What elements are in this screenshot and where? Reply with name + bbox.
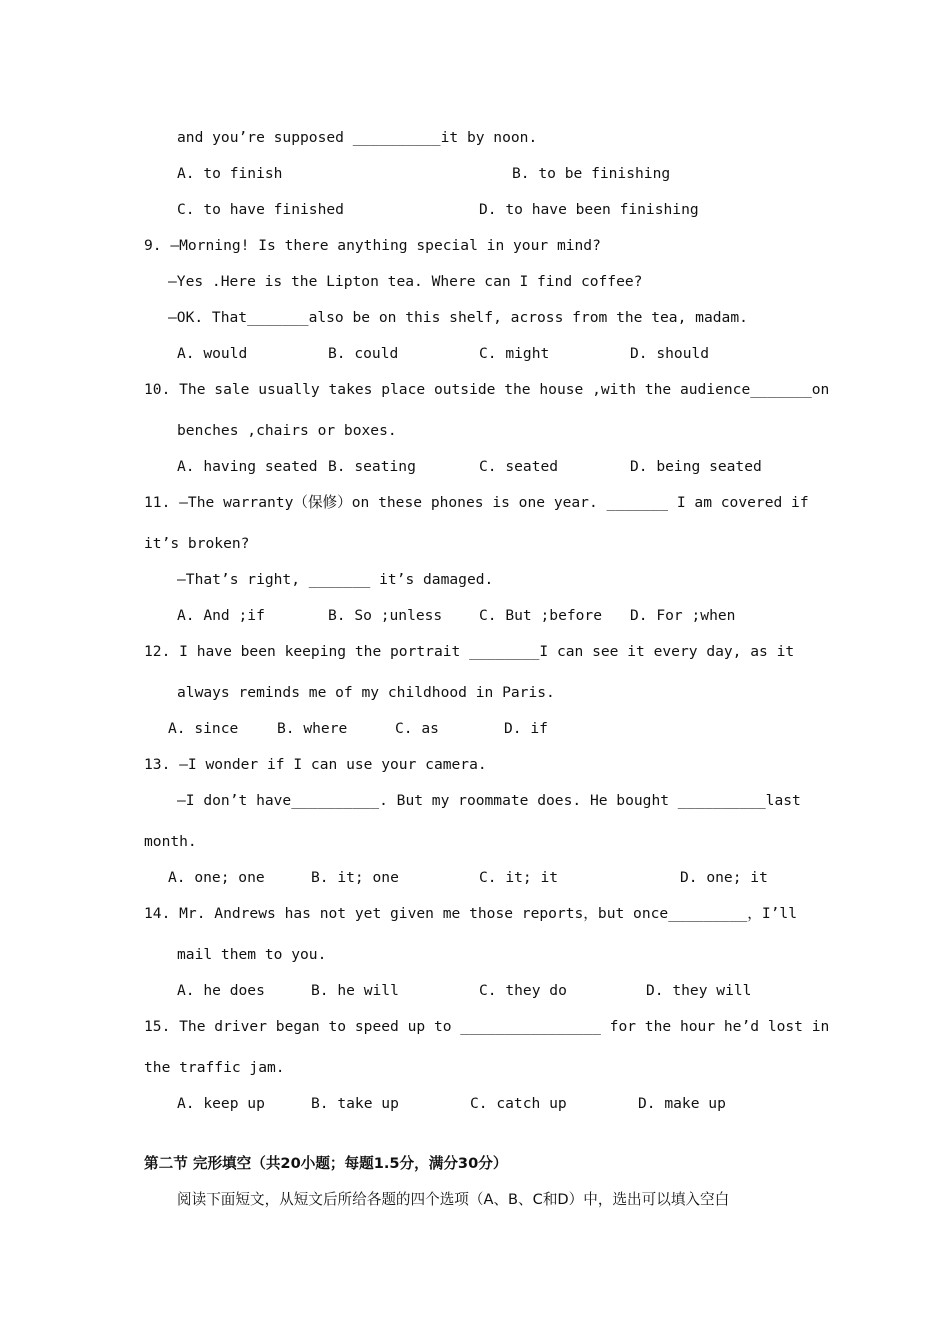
q12-option-a: A. since <box>168 720 239 737</box>
q12-stem: 12. I have been keeping the portrait ________I can see it every day, as it <box>144 643 795 660</box>
q15-stem-cont: the traffic jam. <box>144 1059 285 1076</box>
q13-option-d: D. one; it <box>680 869 768 886</box>
q8-option-b: B. to be finishing <box>512 165 671 182</box>
q8-stem-line: and you’re supposed __________it by noon. <box>177 129 538 146</box>
q15-stem: 15. The driver began to speed up to ________________ for the hour he’d lost in <box>144 1018 830 1035</box>
q11-option-c: C. But ;before <box>479 607 603 624</box>
q14-option-c: C. they do <box>479 982 567 999</box>
q15-option-b: B. take up <box>311 1095 399 1112</box>
q9-option-a: A. would <box>177 345 248 362</box>
q11-stem: 11. —The warranty（保修）on these phones is one year. _______ I am covered if <box>144 494 809 511</box>
q11-option-d: D. For ;when <box>630 607 736 624</box>
q12-option-b: B. where <box>277 720 348 737</box>
q8-option-d: D. to have been finishing <box>479 201 699 218</box>
q14-option-d: D. they will <box>646 982 752 999</box>
q10-option-b: B. seating <box>328 458 416 475</box>
q15-option-d: D. make up <box>638 1095 726 1112</box>
q9-dialog-line: —Yes .Here is the Lipton tea. Where can I find coffee? <box>168 273 643 290</box>
q15-option-a: A. keep up <box>177 1095 265 1112</box>
q13-dialog-cont: month. <box>144 833 197 850</box>
q11-option-a: A. And ;if <box>177 607 265 624</box>
q10-option-a: A. having seated <box>177 458 318 475</box>
q10-stem-cont: benches ,chairs or boxes. <box>177 422 397 439</box>
q9-option-d: D. should <box>630 345 710 362</box>
q9-dialog-line: —OK. That_______also be on this shelf, across from the tea, madam. <box>168 309 748 326</box>
q14-stem: 14. Mr. Andrews has not yet given me those reports，but once_________，I’ll <box>144 905 798 922</box>
q15-option-c: C. catch up <box>470 1095 567 1112</box>
q13-stem: 13. —I wonder if I can use your camera. <box>144 756 487 773</box>
q12-option-d: D. if <box>504 720 548 737</box>
q9-option-c: C. might <box>479 345 550 362</box>
q11-dialog-line: —That’s right, _______ it’s damaged. <box>177 571 494 588</box>
q10-stem: 10. The sale usually takes place outside the house ,with the audience_______on <box>144 381 830 398</box>
q13-option-a: A. one; one <box>168 869 265 886</box>
q9-stem: 9. —Morning! Is there anything special in your mind? <box>144 237 601 254</box>
q8-option-a: A. to finish <box>177 165 283 182</box>
q14-option-b: B. he will <box>311 982 399 999</box>
q13-option-c: C. it; it <box>479 869 559 886</box>
q12-option-c: C. as <box>395 720 439 737</box>
q8-option-c: C. to have finished <box>177 201 344 218</box>
q13-option-b: B. it; one <box>311 869 399 886</box>
q13-dialog-line: —I don’t have__________. But my roommate does. He bought __________last <box>177 792 801 809</box>
section-heading: 第二节 完形填空（共20小题；每题1.5分，满分30分） <box>144 1155 508 1172</box>
q10-option-d: D. being seated <box>630 458 762 475</box>
q12-stem-cont: always reminds me of my childhood in Paris. <box>177 684 555 701</box>
q11-option-b: B. So ;unless <box>328 607 443 624</box>
q14-stem-cont: mail them to you. <box>177 946 327 963</box>
q10-option-c: C. seated <box>479 458 559 475</box>
q11-stem-cont: it’s broken? <box>144 535 250 552</box>
q9-option-b: B. could <box>328 345 399 362</box>
q14-option-a: A. he does <box>177 982 265 999</box>
section-instruction: 阅读下面短文，从短文后所给各题的四个选项（A、B、C和D）中，选出可以填入空白 <box>177 1191 730 1208</box>
